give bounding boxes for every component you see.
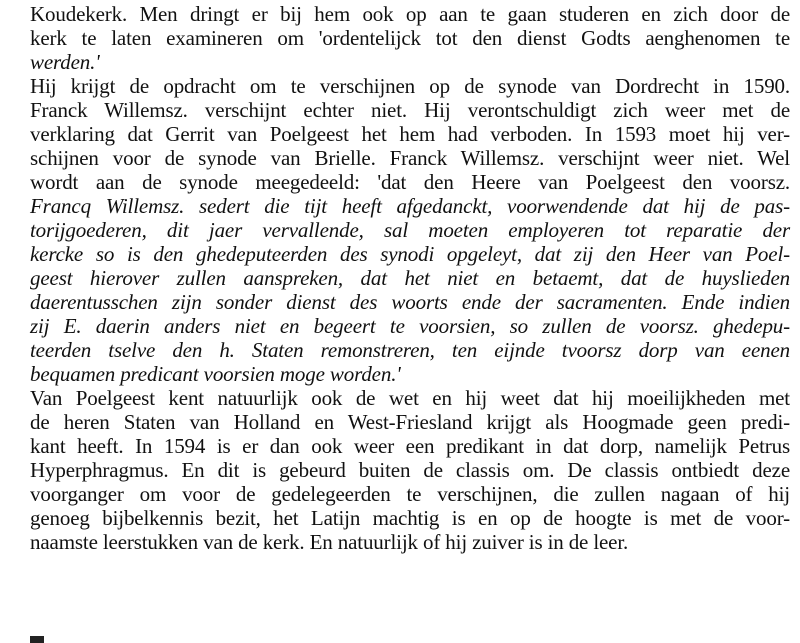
text-line: naamste leerstukken van de kerk. En natuurlijk of hij zuiver is in de leer. bbox=[30, 530, 629, 554]
text-line: genoeg bijbelkennis bezit, het Latijn machtig is en op de hoogte is met de voor- bbox=[30, 506, 790, 530]
text-line: verklaring dat Gerrit van Poelgeest het hem had verboden. In 1593 moet hij ver- bbox=[30, 122, 790, 146]
quote-line: kercke so is den ghedeputeerden des synodi opgeleyt, dat zij den Heer van Poel- bbox=[30, 242, 790, 266]
text-line: wordt aan de synode meegedeeld: 'dat den Heere van Poelgeest den voorsz. bbox=[30, 170, 790, 194]
text-line: Koudekerk. Men dringt er bij hem ook op aan te gaan studeren en zich door de bbox=[30, 2, 790, 26]
quote-line: geest hierover zullen aanspreken, dat het niet en betaemt, dat de huyslieden bbox=[30, 266, 790, 290]
paragraph-2 bbox=[30, 74, 790, 386]
text-line: werden.' bbox=[30, 50, 100, 74]
quote-line: teerden tselve den h. Staten remonstreren, ten eijnde tvoorsz dorp van eenen bbox=[30, 338, 790, 362]
text-line: kerk te laten examineren om 'ordentelijck tot den dienst Godts aenghenomen te bbox=[30, 26, 790, 50]
quote-line: bequamen predicant voorsien moge worden.' bbox=[30, 362, 401, 386]
quote-line: Francq Willemsz. sedert die tijt heeft afgedanckt, voorwendende dat hij de pas- bbox=[30, 194, 790, 218]
quote-line: daerentusschen zijn sonder dienst des woorts ende der sacramenten. Ende indien bbox=[30, 290, 790, 314]
text-line: voorganger om voor de gedelegeerden te verschijnen, die zullen nagaan of hij bbox=[30, 482, 790, 506]
text-line: de heren Staten van Holland en West-Friesland krijgt als Hoogmade geen predi- bbox=[30, 410, 790, 434]
text-line: Hij krijgt de opdracht om te verschijnen op de synode van Dordrecht in 1590. bbox=[30, 74, 790, 98]
quote-line: torijgoederen, dit jaer vervallende, sal moeten employeren tot reparatie der bbox=[30, 218, 790, 242]
document-page bbox=[30, 2, 790, 554]
text-line: Hyperphragmus. En dit is gebeurd buiten de classis om. De classis ontbiedt deze bbox=[30, 458, 790, 482]
text-line: schijnen voor de synode van Brielle. Franck Willemsz. verschijnt weer niet. Wel bbox=[30, 146, 790, 170]
paragraph-3 bbox=[30, 386, 790, 554]
paragraph-1 bbox=[30, 2, 790, 74]
text-line: kant heeft. In 1594 is er dan ook weer een predikant in dat dorp, namelijk Petrus bbox=[30, 434, 790, 458]
text-line: Franck Willemsz. verschijnt echter niet. Hij verontschuldigt zich weer met de bbox=[30, 98, 790, 122]
cut-off-next-line bbox=[30, 636, 44, 643]
quote-line: zij E. daerin anders niet en begeert te voorsien, so zullen de voorsz. ghedepu- bbox=[30, 314, 790, 338]
text-line: Van Poelgeest kent natuurlijk ook de wet en hij weet dat hij moeilijkheden met bbox=[30, 386, 790, 410]
